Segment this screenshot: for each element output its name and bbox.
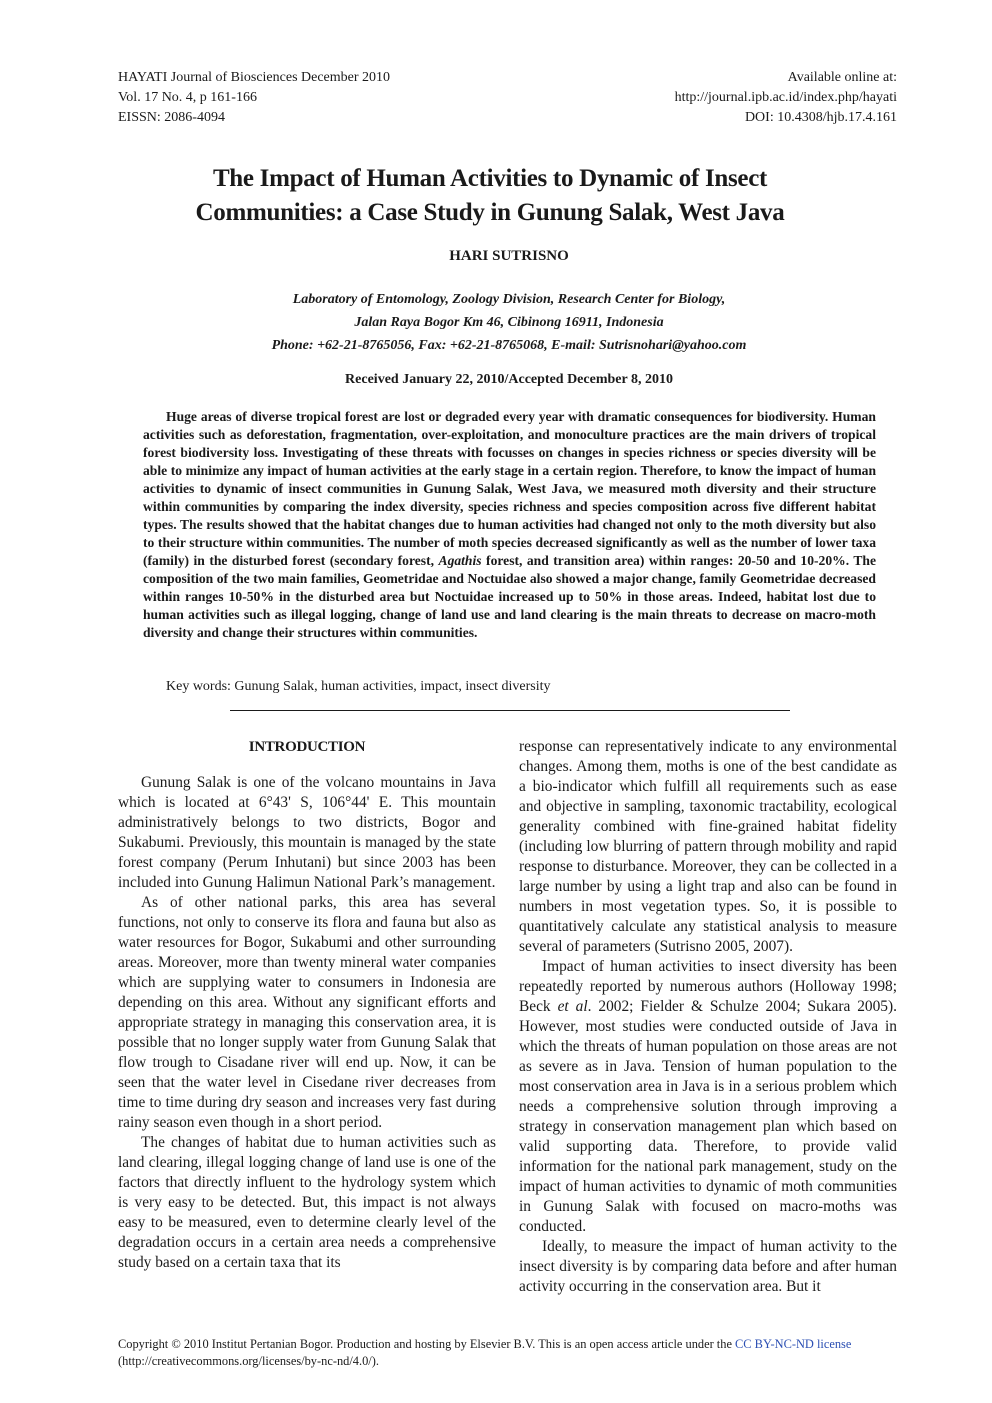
paragraph: response can representatively indicate to any environmental changes. Among them, moths is one of the best candidate as a bio-indicator which fulfill all requirements such as ease and objective in sampling, taxonomic tractability, ecological generality combined with fine-grained habitat fidelity (including low blurring of pattern through mobility and rapid response to disturbance. Moreover, they can be collected in a large number by using a light trap and also can be found in numbers in most vegetation types. So, it is possible to quantitatively calculate any statistical analysis to measure several of parameters (Sutrisno 2005, 2007). bbox=[519, 738, 897, 955]
body-column-right bbox=[519, 737, 897, 1297]
section-heading-introduction: INTRODUCTION bbox=[248, 739, 366, 755]
paragraph: Gunung Salak is one of the volcano mountains in Java which is located at 6°43' S, 106°44' E. This mountain administratively belongs to two districts, Bogor and Sukabumi. Previously, this mountain is managed by the state forest company (Perum Inhutani) but since 2003 has been included into Gunung Halimun National Park’s management. bbox=[118, 774, 496, 891]
paragraph-text: . 2002; Fielder & Schulze 2004; Sukara 2005). However, most studies were conducted outside of Java in which the threats of human population on those areas are not as severe as in Java. Tension of human population to the most conservation area in Java is in a serious problem which needs a comprehensive solution through improving a strategy in conservation management plan which based on valid supporting data. Therefore, to provide valid information for the national park management, study on the impact of human activities to dynamic of moth communities in Gunung Salak with focused on macro-moths was conducted. bbox=[519, 998, 897, 1235]
abstract bbox=[143, 408, 876, 642]
license-url: (http://creativecommons.org/licenses/by-nc-nd/4.0/). bbox=[118, 1354, 379, 1368]
paragraph bbox=[519, 957, 897, 1237]
doi-link[interactable]: DOI: 10.4308/hjb.17.4.161 bbox=[744, 110, 897, 125]
affiliation-line-1: Laboratory of Entomology, Zoology Division, Research Center for Biology, bbox=[292, 292, 726, 307]
section-divider bbox=[230, 710, 790, 711]
journal-header-right bbox=[675, 68, 897, 128]
abstract-text-2: forest, and transition area) within ranges: 20-50 and 10-20%. The composition of the two main families, Geometridae and Noctuidae also showed a major change, family Geometridae decreased within ranges 10-50% in the disturbed area but Noctuidae increased up to 50% in those areas. Indeed, habitat lost due to human activities such as illegal logging, change of land use and land clearing is the main threats to decrease on macro-moth diversity and change their structures within communities. bbox=[143, 553, 876, 640]
eissn: EISSN: 2086-4094 bbox=[118, 110, 225, 125]
body-column-left bbox=[118, 737, 496, 1273]
available-online: Available online at: bbox=[787, 70, 897, 85]
contact-line: Phone: +62-21-8765056, Fax: +62-21-8765068, E-mail: Sutrisnohari@yahoo.com bbox=[271, 338, 747, 353]
article-title bbox=[100, 162, 880, 230]
received-dates: Received January 22, 2010/Accepted December 8, 2010 bbox=[345, 372, 673, 387]
abstract-text-1: Huge areas of diverse tropical forest are lost or degraded every year with dramatic consequences for biodiversity. Human activities such as deforestation, fragmentation, over-exploitation, and monoculture practices are the main drivers of tropical forest biodiversity loss. Investigating of these threats with focusses on changes in species richness or species diversity will be able to minimize any impact of human activities at the early stage in a certain region. Therefore, to know the impact of human activities to dynamic of insect communities in Gunung Salak, West Java, we measured moth diversity and their structure within communities by comparing the index diversity, species richness and species composition across five different habitat types. The results showed that the habitat changes due to human activities had changed not only to the moth diversity but also to their structure within communities. The number of moth species decreased significantly as well as the number of lower taxa (family) in the disturbed forest (secondary forest, bbox=[143, 409, 876, 568]
abstract-italic-term: Agathis bbox=[438, 553, 482, 568]
license-link[interactable]: CC BY-NC-ND license bbox=[735, 1337, 852, 1351]
affiliation bbox=[100, 288, 918, 357]
title-line-1: The Impact of Human Activities to Dynamic of Insect bbox=[212, 165, 768, 192]
keywords: Key words: Gunung Salak, human activities, impact, insect diversity bbox=[166, 679, 551, 694]
copyright-footer bbox=[118, 1336, 908, 1370]
paragraph: As of other national parks, this area has several functions, not only to conserve its flora and fauna but also as water resources for Bogor, Sukabumi and other surrounding areas. Moreover, more than twenty mineral water companies which are supplying water to consumers in Indonesia are depending on this area. Without any significant efforts and appropriate strategy in managing this conservation area, it is possible that no longer supply water from Gunung Salak that flow trough to Cisadane river will end up. Now, it can be seen that the water level in Cisedane river decreases from time to time during dry season and increases very fast during rainy season even though in a short period. bbox=[118, 894, 496, 1131]
journal-url-link[interactable]: http://journal.ipb.ac.id/index.php/hayati bbox=[674, 90, 897, 105]
title-line-2: Communities: a Case Study in Gunung Salak, West Java bbox=[195, 199, 785, 226]
paragraph: The changes of habitat due to human activities such as land clearing, illegal logging change of land use is one of the factors that directly influent to the hydrology system which is very easy to be detected. But, this impact is not always easy to be measured, even to determine clearly level of the degradation occurs in a certain area needs a comprehensive study based on a certain taxa that its bbox=[118, 1134, 496, 1271]
paragraph: Ideally, to measure the impact of human activity to the insect diversity is by comparing data before and after human activity occurring in the conservation area. But it bbox=[519, 1238, 897, 1295]
journal-name: HAYATI Journal of Biosciences December 2010 bbox=[118, 70, 391, 85]
journal-header-left bbox=[118, 68, 390, 128]
copyright-text: Copyright © 2010 Institut Pertanian Bogor. Production and hosting by Elsevier B.V. This is an open access article under the bbox=[118, 1337, 736, 1351]
affiliation-line-2: Jalan Raya Bogor Km 46, Cibinong 16911, Indonesia bbox=[354, 315, 664, 330]
author-name: HARI SUTRISNO bbox=[449, 248, 569, 264]
citation-italic: et al bbox=[557, 998, 588, 1015]
paragraph-text: Impact of human activities to insect diversity has been repeatedly reported by numerous authors (Holloway 1998; Beck bbox=[519, 958, 897, 1015]
volume-info: Vol. 17 No. 4, p 161-166 bbox=[118, 90, 257, 105]
